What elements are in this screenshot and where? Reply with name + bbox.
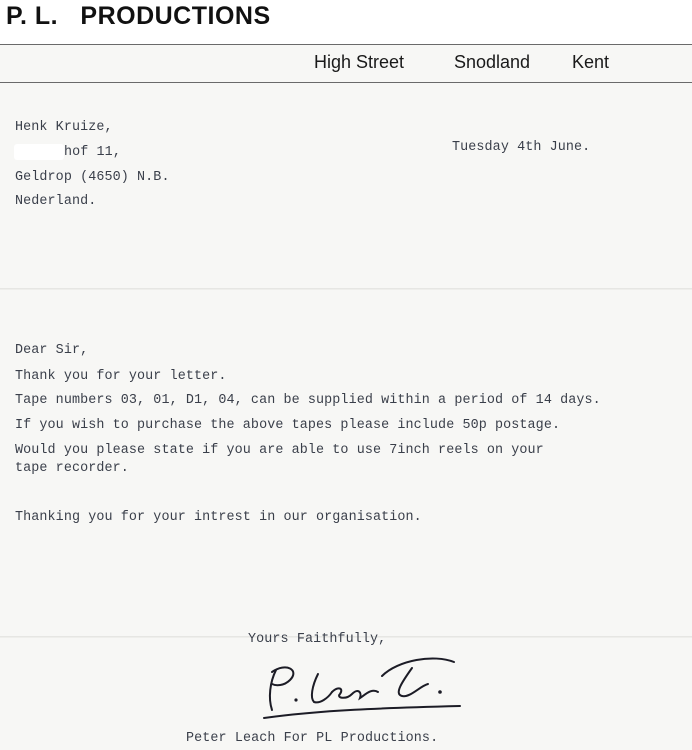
valediction: Yours Faithfully, (248, 632, 387, 647)
letterhead-town: Snodland (454, 52, 531, 72)
letterhead-street: High Street (314, 52, 405, 72)
body-line: Thank you for your letter. (15, 369, 227, 384)
recipient-street: hof 11, (64, 145, 121, 160)
recipient-city: Geldrop (4650) N.B. (15, 170, 170, 185)
handwritten-signature (262, 648, 462, 722)
letterhead-county: Kent (572, 52, 610, 72)
redaction-mark (14, 144, 64, 160)
letterhead-top-rule (0, 44, 692, 45)
body-line: Would you please state if you are able to use 7inch reels on your (15, 443, 544, 458)
body-line: Tape numbers 03, 01, D1, 04, can be supplied within a period of 14 days. (15, 393, 601, 408)
letterhead-bottom-rule (0, 82, 692, 83)
body-line: tape recorder. (15, 461, 129, 476)
closing-line: Thanking you for your intrest in our organisation. (15, 510, 422, 525)
recipient-country: Nederland. (15, 194, 97, 209)
company-name: P. L. PRODUCTIONS (6, 2, 271, 30)
recipient-name: Henk Kruize, (15, 120, 113, 135)
signatory-line: Peter Leach For PL Productions. (186, 731, 439, 746)
letter-date: Tuesday 4th June. (452, 140, 591, 155)
paper-fold-upper (0, 288, 692, 290)
body-line: If you wish to purchase the above tapes please include 50p postage. (15, 418, 561, 433)
salutation: Dear Sir, (15, 343, 89, 358)
